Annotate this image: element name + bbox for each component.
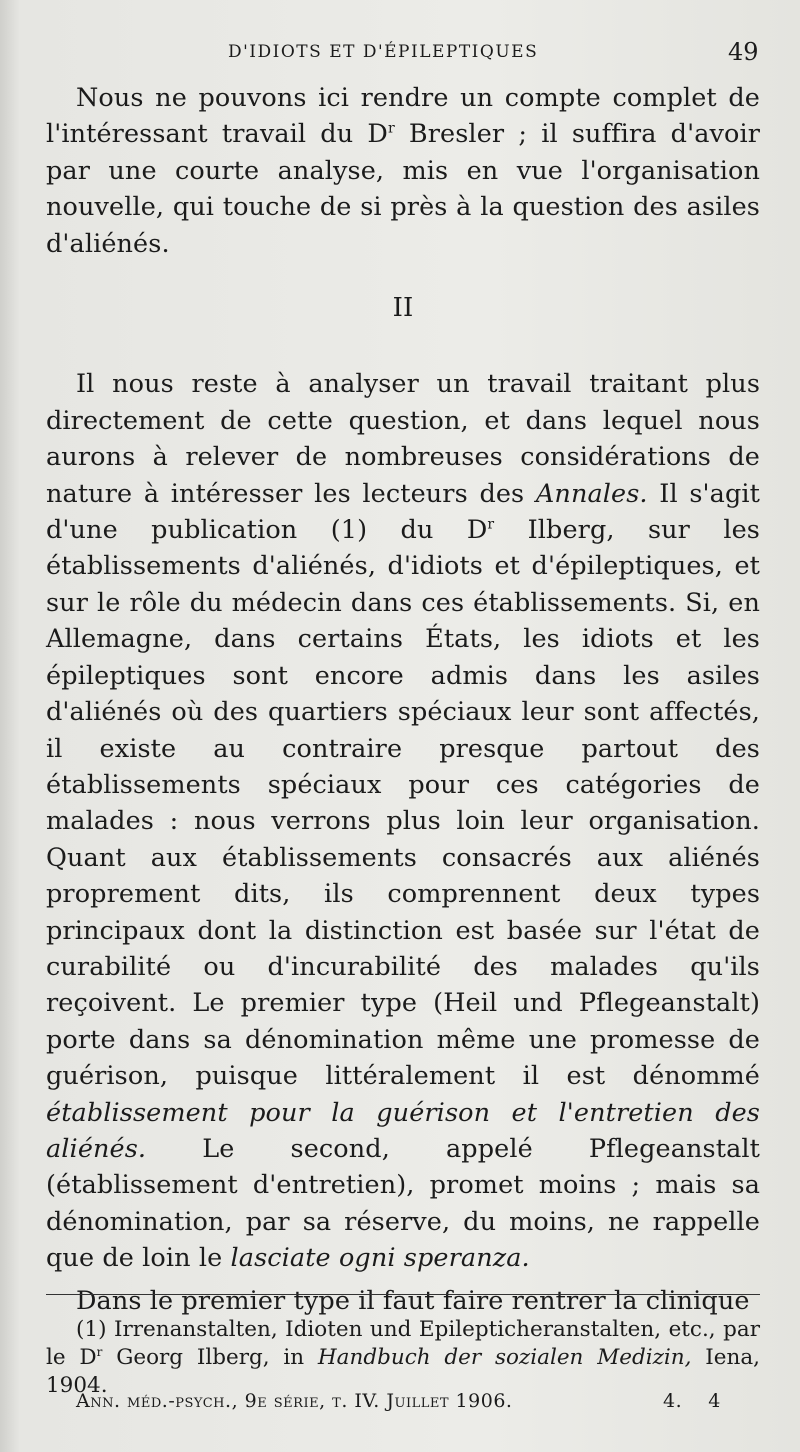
superscript: r bbox=[96, 1344, 103, 1359]
paragraph-2 bbox=[46, 366, 760, 1276]
footnote-text-c: Iena, 1904. bbox=[46, 1345, 760, 1398]
journal-reference: Ann. méd.-psych., 9e série, t. IV. Juillet 1906. bbox=[76, 1390, 513, 1412]
paragraph-2-text-d: Le second, appelé Pflegeanstalt (établissement d'entretien), promet moins ; mais sa dénomination, par sa réserve, du moins, ne rappelle que de loin le bbox=[46, 1133, 760, 1274]
superscript: r bbox=[387, 120, 395, 137]
superscript: r bbox=[487, 516, 495, 533]
paragraph-1-text-b: Bresler ; il suffira d'avoir par une courte analyse, mis en vue l'organisation nouvelle, qui touche de si près à la question des asiles d'aliénés. bbox=[46, 119, 761, 259]
italic-annales: Annales. bbox=[535, 478, 648, 509]
footnote-text-b: Georg Ilberg, in bbox=[102, 1345, 318, 1370]
page-number: 49 bbox=[728, 38, 759, 66]
page-header bbox=[0, 38, 800, 78]
paragraph-2-text-c: Ilberg, sur les établissements d'aliénés, d'idiots et d'épileptiques, et sur le rôle du médecin dans ces établissements. Si, en Allemagne, dans certains États, les idiots et les épileptiques sont encore admis dans les asiles d'aliénés où des quartiers spéciaux leur sont affectés, il existe au contraire presque partout des établissements spéciaux pour ces catégories de malades : nous verrons plus loin leur organisation. Quant aux établissements consacrés aux aliénés proprement dits, ils comprennent deux types principaux dont la distinction est basée sur l'état de curabilité ou d'incurabilité des malades qu'ils reçoivent. Le premier type (Heil und Pflegeanstalt) porte dans sa dénomination même une promesse de guérison, puisque littéralement il est dénommé bbox=[46, 515, 760, 1092]
paragraph-2-text-a: Il nous reste à analyser un travail traitant plus directement de cette question, et dans lequel nous aurons à relever de nombreuses considérations de nature à intéresser les lecteurs des bbox=[46, 369, 760, 509]
running-title: D'IDIOTS ET D'ÉPILEPTIQUES bbox=[228, 42, 539, 62]
footnote bbox=[46, 1316, 760, 1400]
paragraph-2-text-b: Il s'agit d'une publication (1) du D bbox=[46, 478, 760, 546]
paragraph-1 bbox=[46, 80, 760, 262]
paragraph-1-text-a: Nous ne pouvons ici rendre un compte complet de l'intéressant travail du D bbox=[46, 83, 760, 150]
footnote-text-a: (1) Irrenanstalten, Idioten und Epilepticheranstalten, etc., par le D bbox=[46, 1317, 760, 1370]
section-heading: II bbox=[392, 293, 414, 324]
italic-lasciate: lasciate ogni speranza. bbox=[230, 1243, 530, 1274]
italic-etablissement: établissement pour la guérison et l'entretien des aliénés. bbox=[46, 1097, 760, 1164]
signature-mark: 4. 4 bbox=[663, 1390, 721, 1412]
footnote-rule bbox=[46, 1294, 760, 1295]
main-text bbox=[46, 80, 760, 1319]
footnote-italic-title: Handbuch der sozialen Medizin, bbox=[317, 1345, 692, 1370]
paragraph-3: Dans le premier type il faut faire rentrer la clinique bbox=[76, 1285, 750, 1316]
